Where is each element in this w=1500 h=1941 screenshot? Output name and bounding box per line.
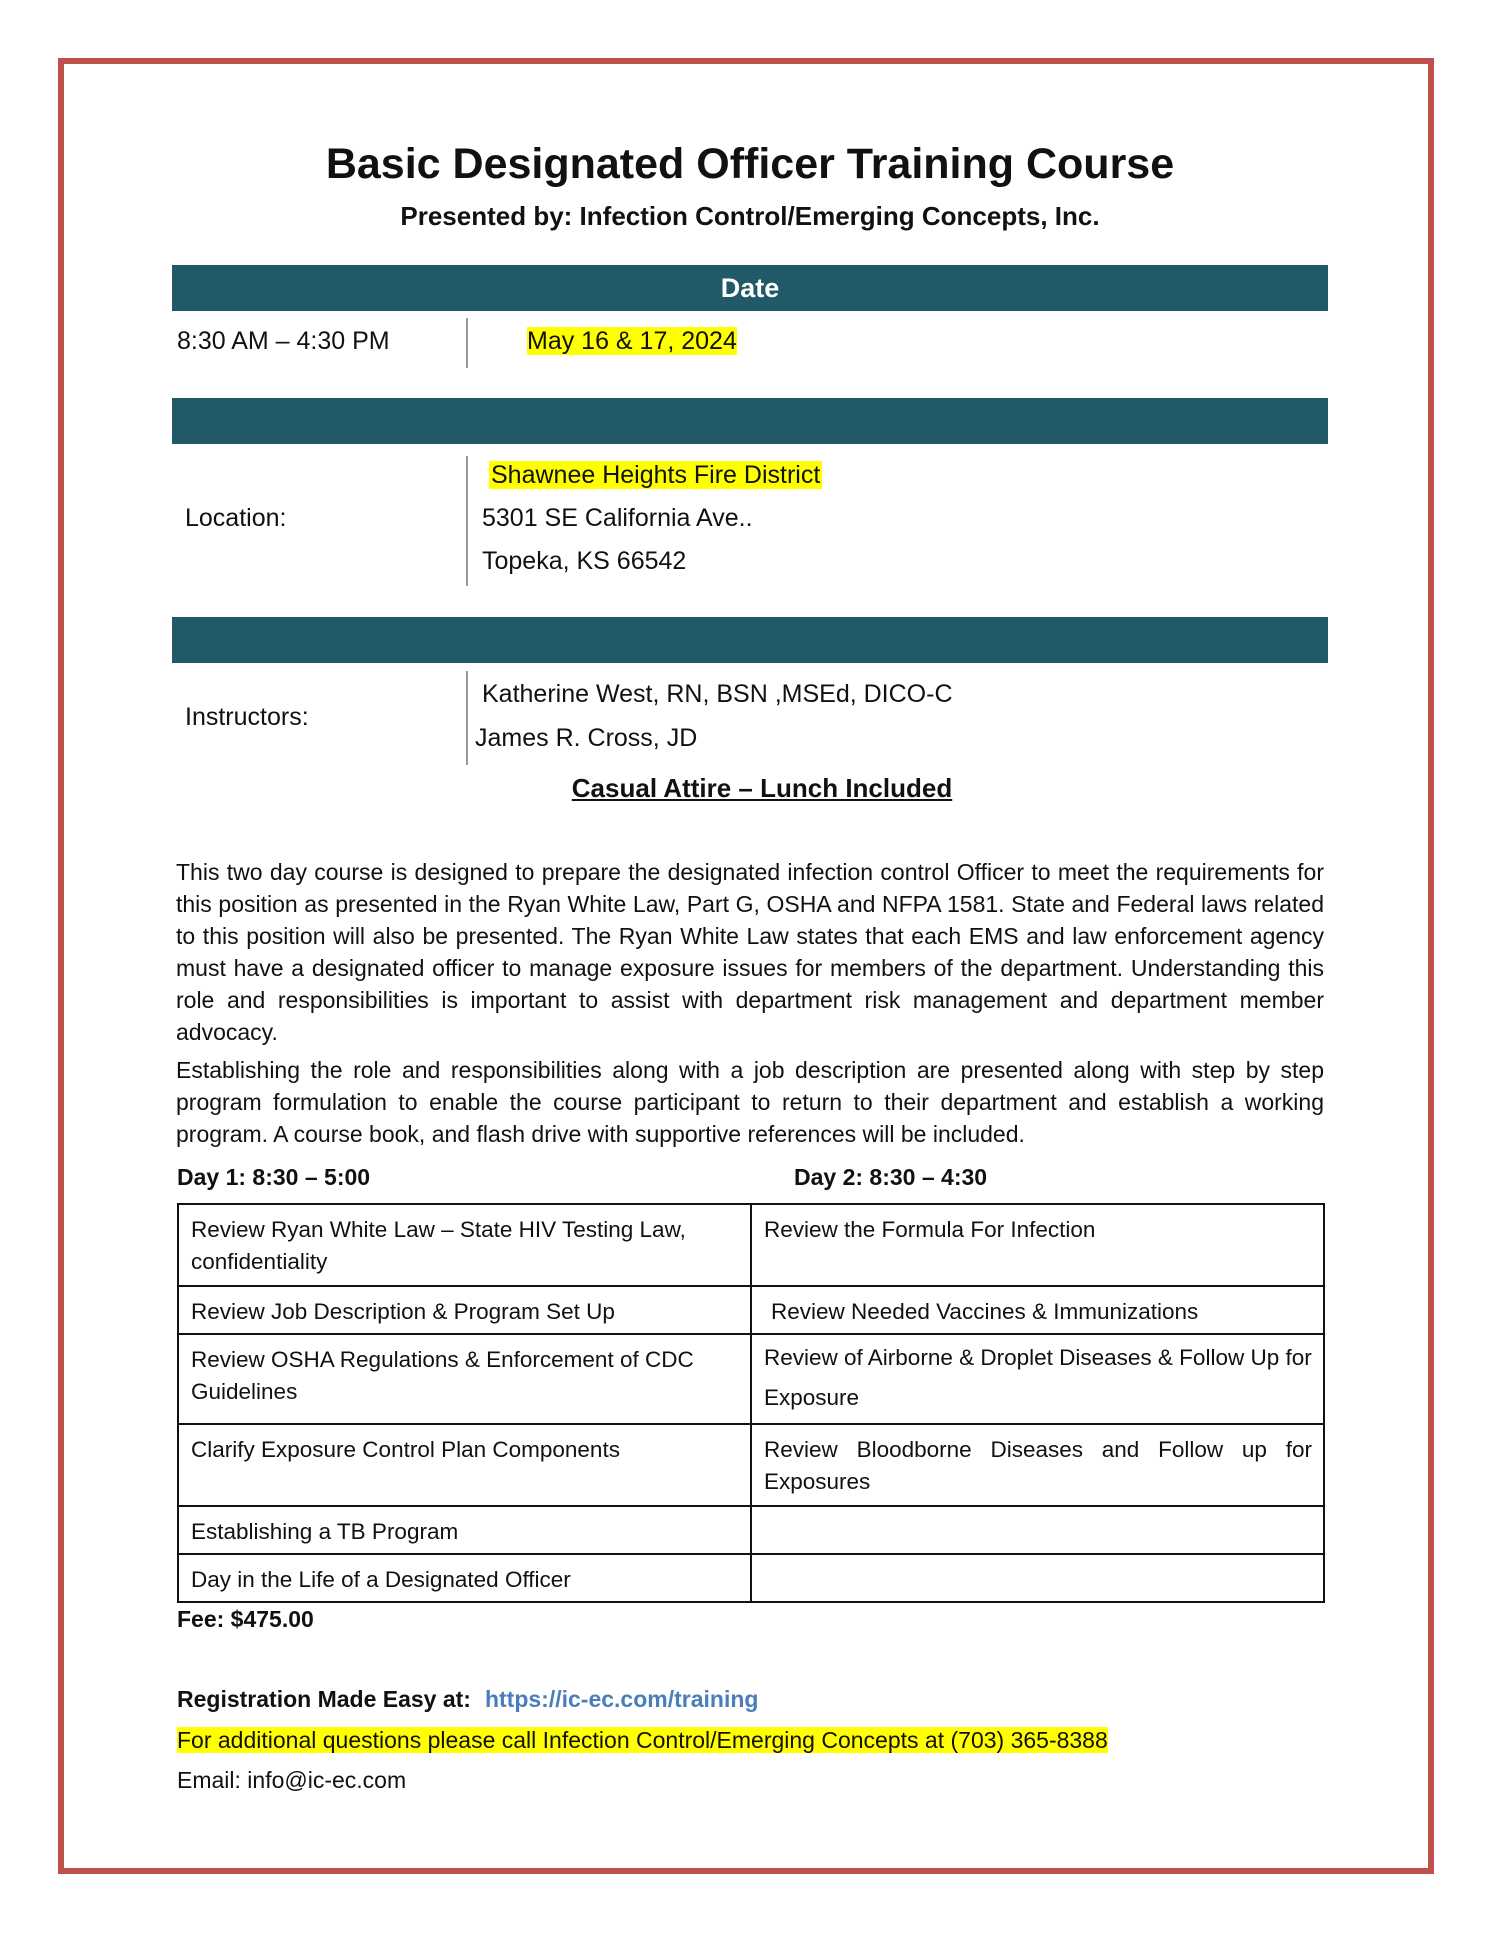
instructors-header-bar bbox=[172, 617, 1328, 663]
day2-topic bbox=[751, 1506, 1324, 1554]
description-paragraph: Establishing the role and responsibilities along with a job description are presented along with step by step program formulation to enable the course participant to return to their department and establish a working program. A course book, and flash drive with supportive references will be included. bbox=[176, 1057, 1324, 1147]
day1-topic: Establishing a TB Program bbox=[178, 1506, 751, 1554]
day1-topic: Review OSHA Regulations & Enforcement of CDC Guidelines bbox=[178, 1334, 751, 1424]
day2-topic: Review Bloodborne Diseases and Follow up for Exposures bbox=[751, 1424, 1324, 1506]
description-paragraph: This two day course is designed to prepare the designated infection control Officer to meet the requirements for this position as presented in the Ryan White Law, Part G, OSHA and NFPA 1581. State and Federal laws related to this position will also be presented. The Ryan White Law states that each EMS and law enforcement agency must have a designated officer to manage exposure issues for members of the department. Understanding this role and responsibilities is important to assist with department risk management and department member advocacy. bbox=[176, 859, 1324, 1045]
registration-link[interactable]: https://ic-ec.com/training bbox=[484, 1686, 759, 1712]
location-header-bar bbox=[172, 398, 1328, 444]
date-header-bar: Date bbox=[172, 265, 1328, 311]
location-address-line1: 5301 SE California Ave.. bbox=[482, 504, 753, 532]
course-title: Basic Designated Officer Training Course bbox=[325, 140, 1175, 188]
registration-label: Registration Made Easy at: bbox=[177, 1686, 471, 1712]
schedule-table bbox=[177, 1203, 1325, 1603]
divider bbox=[466, 671, 468, 765]
table-row bbox=[178, 1554, 1324, 1602]
day2-topic: Review of Airborne & Droplet Diseases & Follow Up for Exposure bbox=[751, 1334, 1324, 1424]
day2-topic: Review the Formula For Infection bbox=[751, 1204, 1324, 1286]
divider bbox=[466, 318, 468, 368]
instructor-2: James R. Cross, JD bbox=[475, 724, 698, 752]
location-name: Shawnee Heights Fire District bbox=[491, 461, 821, 489]
location-label: Location: bbox=[185, 504, 287, 532]
location-address-line2: Topeka, KS 66542 bbox=[482, 547, 687, 575]
table-row bbox=[178, 1424, 1324, 1506]
day1-topic: Review Job Description & Program Set Up bbox=[178, 1286, 751, 1334]
email-contact: Email: info@ic-ec.com bbox=[177, 1767, 407, 1793]
phone-contact: For additional questions please call Infection Control/Emerging Concepts at (703) 365-8388 bbox=[177, 1727, 1108, 1753]
course-description bbox=[176, 856, 1324, 1156]
day2-heading: Day 2: 8:30 – 4:30 bbox=[794, 1164, 988, 1190]
day1-heading: Day 1: 8:30 – 5:00 bbox=[177, 1164, 371, 1190]
table-row bbox=[178, 1204, 1324, 1286]
day2-topic: Review Needed Vaccines & Immunizations bbox=[751, 1286, 1324, 1334]
day2-topic bbox=[751, 1554, 1324, 1602]
table-row bbox=[178, 1506, 1324, 1554]
registration-line bbox=[177, 1686, 758, 1713]
course-time: 8:30 AM – 4:30 PM bbox=[177, 327, 390, 355]
table-row bbox=[178, 1334, 1324, 1424]
course-fee: Fee: $475.00 bbox=[177, 1606, 314, 1632]
course-dates: May 16 & 17, 2024 bbox=[527, 327, 737, 355]
table-row bbox=[178, 1286, 1324, 1334]
divider bbox=[466, 456, 468, 586]
day1-topic: Day in the Life of a Designated Officer bbox=[178, 1554, 751, 1602]
instructor-1: Katherine West, RN, BSN ,MSEd, DICO-C bbox=[482, 680, 953, 708]
day1-topic: Clarify Exposure Control Plan Components bbox=[178, 1424, 751, 1506]
course-presenter: Presented by: Infection Control/Emerging Concepts, Inc. bbox=[400, 201, 1100, 231]
instructors-label: Instructors: bbox=[185, 703, 309, 731]
attire-note: Casual Attire – Lunch Included bbox=[571, 773, 953, 803]
day1-topic: Review Ryan White Law – State HIV Testing Law, confidentiality bbox=[178, 1204, 751, 1286]
